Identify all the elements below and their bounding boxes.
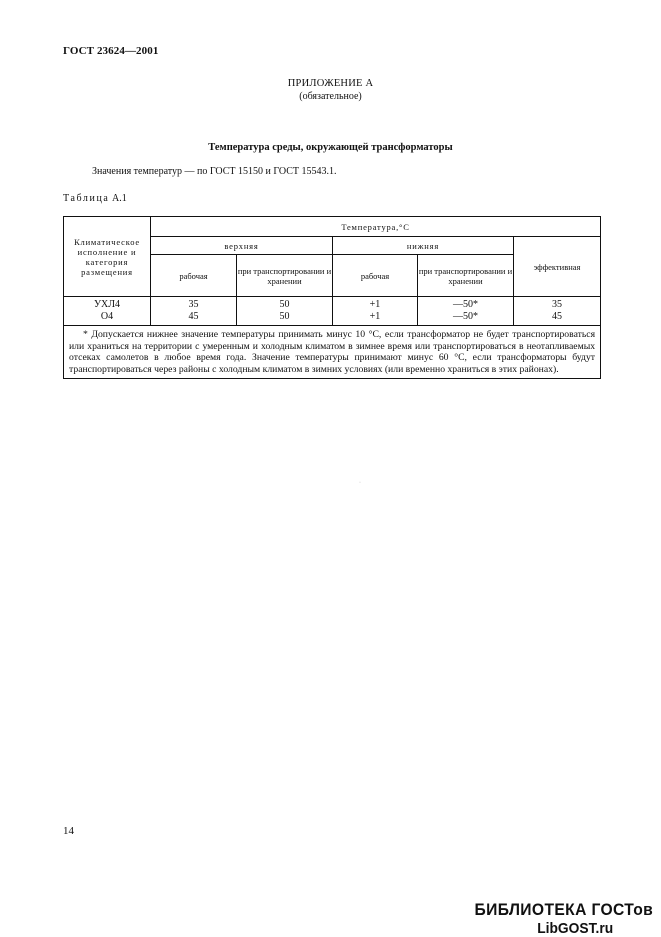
cell-lower-working [333,297,418,326]
header-effective: эффективная [514,237,601,297]
header-lower: нижняя [333,237,514,255]
header-upper-transport: при транспортировании и хранении [237,255,333,297]
temperature-table [63,216,601,379]
scan-speck: · [359,480,361,486]
value-row-2: +1 [369,311,381,322]
intro-paragraph: Значения температур — по ГОСТ 15150 и ГОСТ 15543.1. [92,166,337,177]
value-row-1: —50* [453,299,478,310]
value-row-1: +1 [369,299,381,310]
page-number: 14 [63,825,74,837]
header-upper-working: рабочая [151,255,237,297]
value-row-2: 50 [279,311,290,322]
value-row-1: 35 [188,299,199,310]
section-title: Температура среды, окружающей трансформаторы [208,142,453,153]
cell-effective [514,297,601,326]
watermark-line-2: LibGOST.ru [537,920,613,937]
value-row-1: УХЛ4 [93,299,121,310]
value-row-2: 45 [552,311,563,322]
value-row-2: —50* [453,311,478,322]
watermark-logo [459,900,653,937]
value-row-2: О4 [100,311,114,322]
table-footnote [64,326,601,379]
watermark-line-1: БИБЛИОТЕКА ГОСТов [474,900,653,919]
value-row-2: 45 [188,311,199,322]
cell-upper-transport [237,297,333,326]
header-temperature: Температура,°С [151,217,601,237]
cell-climate [64,297,151,326]
appendix-title: ПРИЛОЖЕНИЕ А [287,78,374,89]
document-header: ГОСТ 23624—2001 [63,45,159,57]
header-lower-transport: при транспортировании и хранении [418,255,514,297]
value-row-1: 35 [552,299,563,310]
table-caption [63,193,127,204]
table-caption-word: Таблица [63,193,110,204]
cell-upper-working [151,297,237,326]
footnote-text: * Допускается нижнее значение температуры принимать минус 10 °С, если трансформатор не будет транспортироваться или храниться на территории с умеренным и холодным климатом в зимнее время или транспортироваться в неотапливаемых отсеках самолетов в любое время года. Значение температуры принимают минус 60 °С, если трансформаторы будут транспортироваться через районы с холодным климатом в зимних условиях (или временно храниться в этих районах). [69,329,596,375]
appendix-subtitle: (обязательное) [299,91,362,102]
header-lower-working: рабочая [333,255,418,297]
cell-lower-transport [418,297,514,326]
table-caption-number: А.1 [111,193,127,204]
value-row-1: 50 [279,299,290,310]
header-climate: Климатическое исполнение и категория размещения [64,217,151,297]
header-upper: верхняя [151,237,333,255]
